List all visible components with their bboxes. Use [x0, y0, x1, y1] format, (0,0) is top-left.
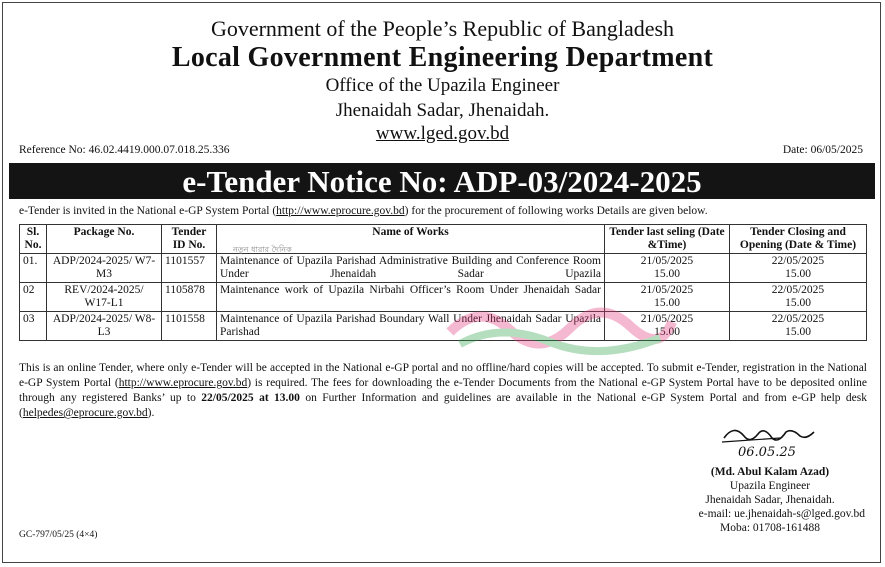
intro-after: ) for the procurement of following works Details are given below. — [404, 205, 708, 217]
signatory-place: Jhenaidah Sadar, Jhenaidah. — [705, 494, 835, 506]
table-row — [20, 254, 867, 283]
row-close-datetime — [730, 312, 867, 341]
eprocure-link-2[interactable]: http://www.eprocure.gov.bd — [118, 377, 248, 389]
deadline-bold: 22/05/2025 at 13.00 — [201, 392, 300, 404]
sell-date: 21/05/2025 — [640, 284, 694, 296]
signature-date: 06.05.25 — [738, 445, 796, 460]
reference-number: Reference No: 46.02.4419.000.07.018.25.336 — [19, 144, 230, 156]
col-last-selling: Tender last seling (Date &Time) — [605, 225, 730, 254]
col-package: Package No. — [47, 225, 162, 254]
para-part-4: ). — [147, 407, 155, 419]
table-row — [20, 283, 867, 312]
location-line: Jhenaidah Sadar, Jhenaidah. — [335, 100, 550, 121]
row-package: REV/2024-2025/ W17-L1 — [47, 283, 162, 312]
col-sl: Sl. No. — [20, 225, 47, 254]
tender-notice-title: e-Tender Notice No: ADP-03/2024-2025 — [182, 164, 702, 199]
newspaper-watermark-text: নতুন ধারার দৈনিক — [233, 245, 292, 254]
row-package: ADP/2024-2025/ W8-L3 — [47, 312, 162, 341]
row-tender-id: 1101558 — [162, 312, 217, 341]
row-tender-id: 1101557 — [162, 254, 217, 283]
close-time: 15.00 — [785, 268, 811, 280]
row-close-datetime — [730, 283, 867, 312]
close-date: 22/05/2025 — [771, 284, 825, 296]
row-sell-datetime — [605, 254, 730, 283]
row-tender-id: 1105878 — [162, 283, 217, 312]
helpdesk-email-link[interactable]: helpedes@eprocure.gov.bd — [22, 407, 148, 419]
department-title: Local Government Engineering Department — [171, 42, 714, 73]
para-part-2: ) is required. The fees for downloading the e-Tender Documents from the National e-GP System Portal have to be deposited online through any registered Banks’ up to — [19, 377, 868, 404]
row-work-name: Maintenance of Upazila Parishad Administrative Building and Conference Room Under Jhenaidah Sadar Upazila — [217, 254, 605, 283]
eprocure-link[interactable]: http://www.eprocure.gov.bd — [276, 205, 405, 217]
col-closing: Tender Closing and Opening (Date & Time) — [730, 225, 867, 254]
intro-before: e-Tender is invited in the National e-GP System Portal ( — [19, 205, 277, 217]
row-work-name: Maintenance work of Upazila Nirbahi Officer’s Room Under Jhenaidah Sadar — [217, 283, 605, 312]
close-time: 15.00 — [785, 326, 811, 338]
signatory-name: (Md. Abul Kalam Azad) — [710, 466, 830, 478]
notice-date: Date: 06/05/2025 — [782, 144, 863, 156]
close-time: 15.00 — [785, 297, 811, 309]
footer-code: GC-797/05/25 (4×4) — [19, 530, 98, 540]
website-link[interactable]: www.lged.gov.bd — [375, 123, 510, 144]
row-sell-datetime — [605, 312, 730, 341]
signatory-mobile: Moba: 01708-161488 — [720, 522, 820, 534]
handwritten-signature — [720, 416, 820, 460]
sell-time: 15.00 — [654, 297, 680, 309]
row-package: ADP/2024-2025/ W7-M3 — [47, 254, 162, 283]
instructions-paragraph — [19, 361, 867, 421]
intro-text — [19, 205, 708, 217]
col-tender-id: Tender ID No. — [162, 225, 217, 254]
row-sl: 03 — [20, 312, 47, 341]
para-part-1: This is an online Tender, where only e-Tender will be accepted in the National e-GP portal and no offline/hard copies will be accepted. To submit e-Tender, registration in the National e-GP System Portal ( — [19, 362, 867, 389]
table-row — [20, 312, 867, 341]
office-line: Office of the Upazila Engineer — [325, 75, 560, 96]
row-sl: 01. — [20, 254, 47, 283]
signatory-email[interactable]: e-mail: ue.jhenaidah-s@lged.gov.bd — [698, 508, 865, 520]
signature-block — [675, 465, 865, 535]
close-date: 22/05/2025 — [771, 313, 825, 325]
para-part-3: on Further Information and guidelines are available in the National e-GP System Portal and from e-GP help desk ( — [19, 392, 867, 419]
row-close-datetime — [730, 254, 867, 283]
sell-time: 15.00 — [654, 326, 680, 338]
sell-time: 15.00 — [654, 268, 680, 280]
close-date: 22/05/2025 — [771, 255, 825, 267]
row-sell-datetime — [605, 283, 730, 312]
row-work-name: Maintenance of Upazila Parishad Boundary Wall Under Jhenaidah Sadar Upazila Parishad — [217, 312, 605, 341]
col-name: Name of Works — [217, 225, 605, 254]
title-banner — [9, 163, 875, 199]
table-header-row — [20, 225, 867, 254]
tender-table — [19, 224, 867, 341]
sell-date: 21/05/2025 — [640, 255, 694, 267]
row-sl: 02 — [20, 283, 47, 312]
government-line: Government of the People’s Republic of Bangladesh — [210, 16, 675, 41]
signatory-title: Upazila Engineer — [729, 480, 811, 492]
sell-date: 21/05/2025 — [640, 313, 694, 325]
